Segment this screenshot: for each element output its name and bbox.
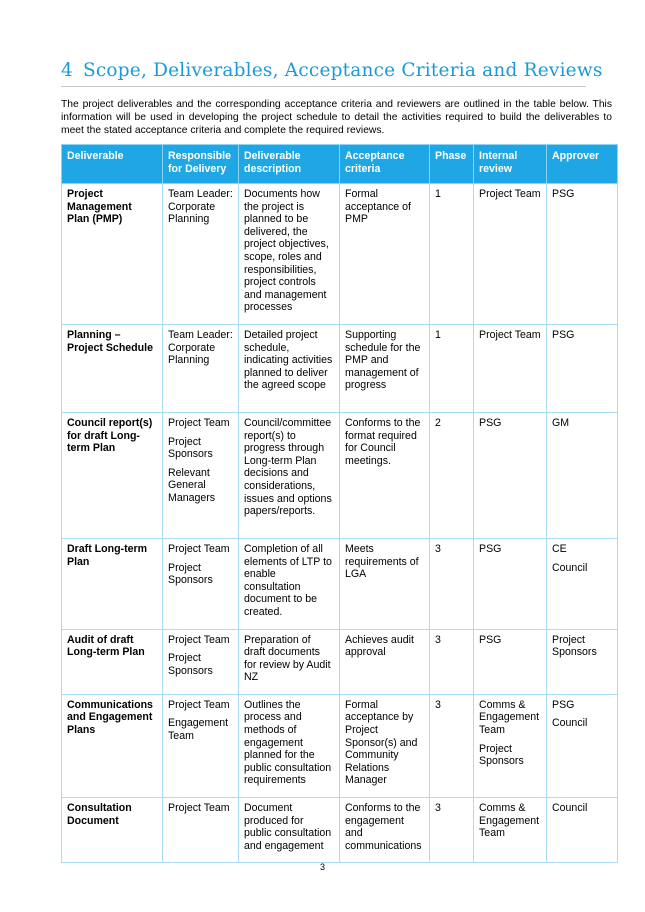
cell-responsible-line: Team Leader: Corporate Planning [168, 188, 233, 226]
cell-description: Council/committee report(s) to progress through Long-term Plan decisions and considerations, issues and options papers/reports. [239, 412, 340, 538]
cell-deliverable: Council report(s) for draft Long-term Plan [62, 412, 163, 538]
table-row [62, 412, 618, 538]
cell-internal-review [474, 629, 547, 694]
cell-approver-line: PSG [552, 188, 575, 200]
cell-phase: 3 [430, 694, 474, 797]
cell-approver [547, 412, 618, 538]
cell-approver-line: CE [552, 542, 567, 555]
table-row [62, 184, 618, 325]
table-row [62, 324, 618, 412]
cell-responsible-line: Project Team [168, 698, 230, 711]
cell-responsible-line: Project Team [168, 542, 230, 555]
cell-internal-review [474, 184, 547, 325]
table-header-row [62, 145, 618, 184]
header-deliverable: Deliverable [62, 145, 163, 184]
cell-responsible-line: Project Team [168, 802, 230, 815]
cell-acceptance: Meets requirements of LGA [340, 538, 430, 629]
cell-responsible-line: Project Sponsors [168, 435, 213, 461]
cell-approver [547, 324, 618, 412]
header-phase: Phase [430, 145, 474, 184]
cell-internal-review [474, 694, 547, 797]
cell-responsible [163, 798, 239, 863]
cell-responsible-line: Project Team [168, 416, 230, 429]
cell-approver [547, 798, 618, 863]
cell-internal-review-line: PSG [479, 633, 502, 646]
cell-deliverable: Draft Long-term Plan [62, 538, 163, 629]
header-acceptance: Acceptance criteria [340, 145, 430, 184]
cell-internal-review-line: Comms & Engagement Team [479, 802, 540, 840]
cell-acceptance: Conforms to the format required for Council meetings. [340, 412, 430, 538]
cell-responsible-line: Relevant General Managers [168, 466, 216, 504]
header-approver: Approver [547, 145, 618, 184]
cell-approver-line: GM [552, 416, 570, 429]
cell-responsible-line: Engagement Team [168, 717, 229, 743]
cell-description: Outlines the process and methods of engagement planned for the public consultation requirements [239, 694, 340, 797]
cell-internal-review [474, 324, 547, 412]
cell-approver [547, 629, 618, 694]
cell-description: Completion of all elements of LTP to enable consultation document to be created. [239, 538, 340, 629]
page-number: 3 [319, 862, 325, 872]
cell-internal-review-line: Project Sponsors [479, 742, 524, 768]
cell-responsible [163, 324, 239, 412]
table-row [62, 629, 618, 694]
cell-acceptance: Achieves audit approval [340, 629, 430, 694]
cell-internal-review-line: Project Team [479, 328, 541, 341]
cell-phase: 3 [430, 798, 474, 863]
cell-deliverable: Communications and Engagement Plans [62, 694, 163, 797]
cell-approver [547, 538, 618, 629]
cell-description: Documents how the project is planned to be delivered, the project objectives, scope, roles and responsibilities, project controls and management processes [239, 184, 340, 325]
cell-responsible [163, 629, 239, 694]
cell-responsible [163, 412, 239, 538]
cell-responsible [163, 538, 239, 629]
header-description: Deliverable description [239, 145, 340, 184]
cell-approver-line: PSG [552, 698, 575, 711]
cell-responsible [163, 184, 239, 325]
table-row [62, 538, 618, 629]
cell-approver-line: Council [552, 802, 588, 815]
cell-deliverable: Planning – Project Schedule [62, 324, 163, 412]
cell-description: Preparation of draft documents for review by Audit NZ [239, 629, 340, 694]
cell-approver [547, 694, 618, 797]
cell-responsible-line: Team Leader: Corporate Planning [168, 328, 233, 367]
cell-responsible-line: Project Team [168, 633, 230, 646]
cell-phase: 1 [430, 184, 474, 325]
section-title: Scope, Deliverables, Acceptance Criteria and Reviews [82, 60, 603, 81]
cell-description: Document produced for public consultation and engagement [239, 798, 340, 863]
header-internal-review: Internal review [474, 145, 547, 184]
section-heading [61, 60, 603, 87]
cell-internal-review-line: PSG [479, 416, 502, 429]
cell-responsible-line: Project Sponsors [168, 652, 213, 677]
cell-approver-line: PSG [552, 328, 575, 341]
cell-responsible-line: Project Sponsors [168, 561, 213, 587]
cell-internal-review [474, 412, 547, 538]
cell-internal-review-line: Comms & Engagement Team [479, 698, 540, 737]
cell-phase: 3 [430, 629, 474, 694]
cell-approver-line: Project Sponsors [552, 633, 597, 659]
cell-responsible [163, 694, 239, 797]
intro-paragraph: The project deliverables and the corresponding acceptance criteria and reviewers are outlined in the table below. This information will be used in developing the project schedule to detail the activities required to build the deliverables to meet the stated acceptance criteria and complete the required reviews. [61, 99, 612, 136]
table-row [62, 694, 618, 797]
cell-internal-review [474, 538, 547, 629]
section-number: 4 [61, 60, 73, 81]
table-row [62, 798, 618, 863]
cell-acceptance: Supporting schedule for the PMP and management of progress [340, 324, 430, 412]
cell-deliverable: Audit of draft Long-term Plan [62, 629, 163, 694]
cell-phase: 3 [430, 538, 474, 629]
cell-internal-review [474, 798, 547, 863]
cell-approver [547, 184, 618, 325]
cell-approver-line: Council [552, 561, 588, 574]
table-body [62, 184, 618, 863]
cell-description: Detailed project schedule, indicating activities planned to deliver the agreed scope [239, 324, 340, 412]
cell-deliverable: Project Management Plan (PMP) [62, 184, 163, 325]
cell-acceptance: Conforms to the engagement and communications [340, 798, 430, 863]
cell-phase: 2 [430, 412, 474, 538]
cell-internal-review-line: PSG [479, 542, 502, 555]
deliverables-table [61, 144, 618, 863]
cell-deliverable: Consultation Document [62, 798, 163, 863]
cell-phase: 1 [430, 324, 474, 412]
cell-acceptance: Formal acceptance of PMP [340, 184, 430, 325]
cell-approver-line: Council [552, 717, 588, 730]
cell-acceptance: Formal acceptance by Project Sponsor(s) and Community Relations Manager [340, 694, 430, 797]
header-responsible: Responsible for Delivery [163, 145, 239, 184]
cell-internal-review-line: Project Team [479, 188, 541, 200]
